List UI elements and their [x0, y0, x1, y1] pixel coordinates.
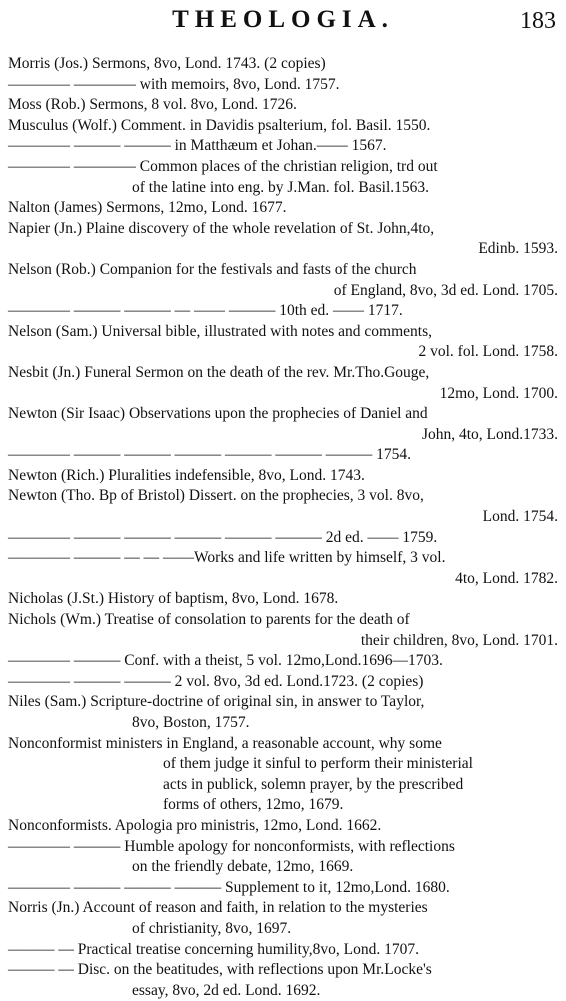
entry-line: Nelson (Sam.) Universal bible, illustrated with notes and comments,	[8, 322, 433, 340]
entry-line: ———— ——— ——— in Matthæum et Johan.—— 1567.	[8, 137, 387, 155]
catalog-entry	[8, 734, 560, 816]
entry-line: Nicholas (J.St.) History of baptism, 8vo, Lond. 1678.	[8, 590, 339, 608]
catalog-entry	[8, 610, 560, 651]
catalog-entry	[8, 486, 560, 527]
catalog-entry	[8, 878, 560, 899]
catalog-entry	[8, 301, 560, 322]
catalog-entry	[8, 445, 560, 466]
entry-line: ——— — Disc. on the beatitudes, with reflections upon Mr.Locke's	[8, 961, 432, 979]
entry-line: Norris (Jn.) Account of reason and faith, in relation to the mysteries	[8, 899, 428, 917]
catalog-entry	[8, 692, 560, 733]
catalog-entry	[8, 260, 560, 301]
catalog-entry	[8, 363, 560, 404]
entry-line: Nonconformists. Apologia pro ministris, 12mo, Lond. 1662.	[8, 816, 382, 834]
entry-line: ———— ——— Humble apology for nonconformists, with reflections	[8, 837, 455, 855]
catalog-entry	[8, 136, 560, 157]
catalog-entry	[8, 198, 560, 219]
entry-continuation-line: of christianity, 8vo, 1697.	[132, 919, 292, 937]
entry-continuation-line: of England, 8vo, 3d ed. Lond. 1705.	[333, 281, 558, 299]
catalog-entry	[8, 548, 560, 589]
entry-line: Nesbit (Jn.) Funeral Sermon on the death of the rev. Mr.Tho.Gouge,	[8, 363, 430, 381]
entry-line: Nichols (Wm.) Treatise of consolation to parents for the death of	[8, 611, 410, 629]
page-title: THEOLOGIA.	[172, 6, 394, 33]
catalog-entry	[8, 589, 560, 610]
entry-continuation-line: of the latine into eng. by J.Man. fol. Basil.1563.	[132, 178, 430, 196]
entry-continuation-line: 4to, Lond. 1782.	[455, 569, 558, 587]
entry-continuation-line: of them judge it sinful to perform their ministerial	[163, 755, 473, 773]
catalog-entry	[8, 466, 560, 487]
catalog-entry	[8, 898, 560, 939]
catalog-entry	[8, 157, 560, 198]
entry-line: Niles (Sam.) Scripture-doctrine of original sin, in answer to Taylor,	[8, 693, 425, 711]
entry-line: ———— ——— ——— 2 vol. 8vo, 3d ed. Lond.1723. (2 copies)	[8, 672, 424, 690]
entry-line: ——— — Practical treatise concerning humility,8vo, Lond. 1707.	[8, 940, 419, 958]
catalog-entry	[8, 116, 560, 137]
entry-line: ———— ——— ——— ——— ——— ——— 2d ed. —— 1759.	[8, 528, 438, 546]
entry-continuation-line: essay, 8vo, 2d ed. Lond. 1692.	[132, 981, 321, 999]
entry-line: Nonconformist ministers in England, a reasonable account, why some	[8, 734, 442, 752]
entry-line: ———— ——— ——— ——— Supplement to it, 12mo,Lond. 1680.	[8, 878, 450, 896]
catalog-entry	[8, 940, 560, 961]
entry-continuation-line: their children, 8vo, Lond. 1701.	[360, 631, 558, 649]
entry-continuation-line: Lond. 1754.	[482, 508, 558, 526]
catalog-entry	[8, 322, 560, 363]
catalog-entry	[8, 651, 560, 672]
entry-line: Morris (Jos.) Sermons, 8vo, Lond. 1743. (2 copies)	[8, 55, 326, 72]
entry-line: Musculus (Wolf.) Comment. in Davidis psalterium, fol. Basil. 1550.	[8, 116, 431, 134]
catalog-entry	[8, 528, 560, 549]
page-number: 183	[520, 8, 556, 34]
catalog-entry	[8, 54, 560, 75]
catalog-entry	[8, 816, 560, 837]
entry-continuation-line: forms of others, 12mo, 1679.	[163, 796, 344, 814]
entry-continuation-line: on the friendly debate, 12mo, 1669.	[132, 858, 354, 876]
entry-line: ———— ——— ——— ——— ——— ——— ——— 1754.	[8, 446, 411, 464]
entry-continuation-line: acts in publick, solemn prayer, by the prescribed	[163, 775, 464, 793]
entry-line: ———— ———— with memoirs, 8vo, Lond. 1757.	[8, 75, 340, 93]
entry-line: ———— ——— Conf. with a theist, 5 vol. 12mo,Lond.1696—1703.	[8, 652, 443, 670]
entry-continuation-line: John, 4to, Lond.1733.	[421, 425, 558, 443]
catalog-entry	[8, 95, 560, 116]
entry-line: ———— ——— — — ——Works and life written by himself, 3 vol.	[8, 549, 446, 567]
catalog-entry	[8, 672, 560, 693]
entry-continuation-line: 8vo, Boston, 1757.	[132, 714, 250, 731]
page-header	[0, 6, 566, 40]
entry-continuation-line: 12mo, Lond. 1700.	[439, 384, 558, 402]
catalog-entry	[8, 75, 560, 96]
entry-line: Newton (Tho. Bp of Bristol) Dissert. on the prophecies, 3 vol. 8vo,	[8, 487, 424, 505]
entry-line: Newton (Sir Isaac) Observations upon the prophecies of Daniel and	[8, 405, 428, 423]
entry-continuation-line: 2 vol. fol. Lond. 1758.	[418, 343, 558, 361]
entry-line: Nalton (James) Sermons, 12mo, Lond. 1677.	[8, 199, 287, 217]
entry-continuation-line: Edinb. 1593.	[478, 240, 558, 258]
catalog-entry	[8, 219, 560, 260]
entry-line: Moss (Rob.) Sermons, 8 vol. 8vo, Lond. 1726.	[8, 96, 297, 114]
entry-line: ———— ———— Common places of the christian religion, trd out	[8, 157, 438, 175]
catalog-entry	[8, 837, 560, 878]
entry-line: Nelson (Rob.) Companion for the festivals and fasts of the church	[8, 260, 417, 278]
catalog-entry	[8, 960, 560, 1001]
entry-line: Napier (Jn.) Plaine discovery of the whole revelation of St. John,4to,	[8, 219, 435, 237]
entry-line: Newton (Rich.) Pluralities indefensible, 8vo, Lond. 1743.	[8, 466, 365, 484]
entry-line: ———— ——— ——— — —— ——— 10th ed. —— 1717.	[8, 302, 403, 320]
catalog-entry	[8, 404, 560, 445]
catalog-body	[8, 54, 560, 1001]
